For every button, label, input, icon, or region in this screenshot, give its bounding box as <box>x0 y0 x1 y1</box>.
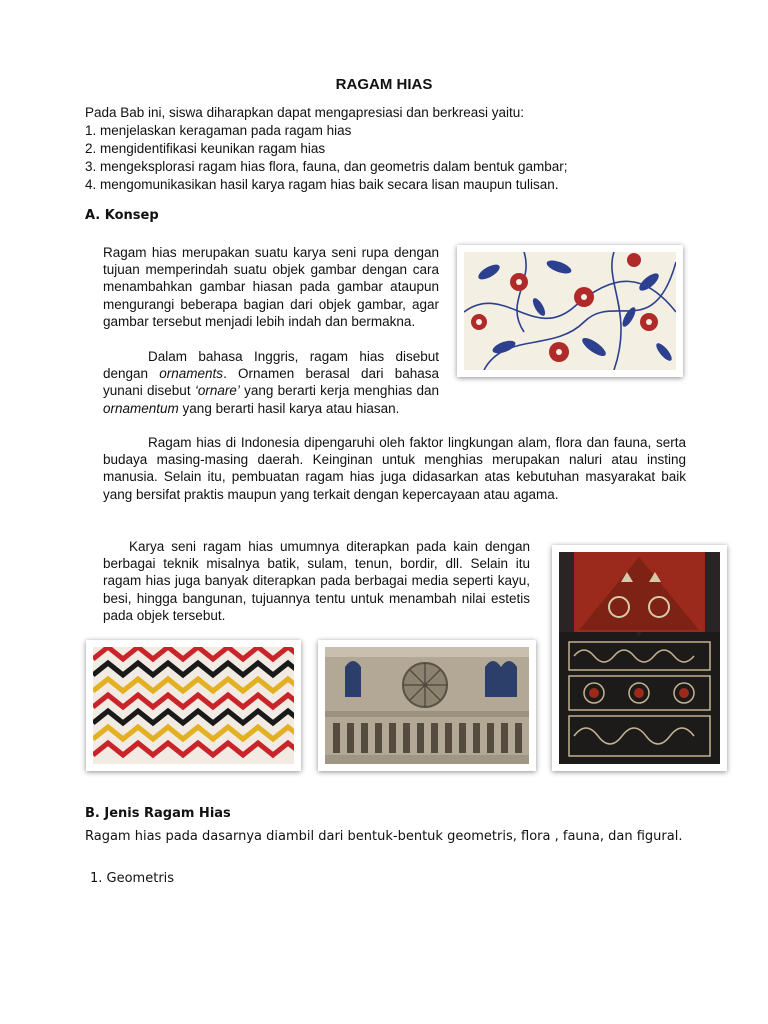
konsep-paragraph-1: Ragam hias merupakan suatu karya seni rupa dengan tujuan memperindah suatu objek gambar dengan cara menambahkan gambar hiasan pada gambar ataupun mengurangi beberapa bagian dari objek gambar, agar gambar tersebut menjadi lebih indah dan bermakna. <box>103 245 439 329</box>
term-ornamentum: ornamentum <box>103 400 179 416</box>
floral-pattern-image <box>464 252 676 370</box>
jenis-paragraph: Ragam hias pada dasarnya diambil dari bentuk-bentuk geometris, flora , fauna, dan figural. <box>85 829 683 844</box>
objective-item: 3. mengeksplorasi ragam hias flora, fauna, dan geometris dalam bentuk gambar; <box>85 159 568 174</box>
konsep-paragraph-2: Dalam bahasa Inggris, ragam hias disebut dengan ornaments. Ornamen berasal dari bahasa yunani disebut ‘ornare’ yang berarti kerja menghias dan ornamentum yang berarti hasil karya atau hiasan. <box>103 349 439 416</box>
intro-lead: Pada Bab ini, siswa diharapkan dapat mengapresiasi dan berkreasi yaitu: <box>85 105 525 120</box>
objective-item: 2. mengidentifikasi keunikan ragam hias <box>85 141 326 156</box>
section-b-heading: B. Jenis Ragam Hias <box>85 806 231 821</box>
cathedral-image <box>325 647 529 764</box>
term-ornare: ‘ornare’ <box>194 383 240 399</box>
objective-item: 4. mengomunikasikan hasil karya ragam hias baik secara lisan maupun tulisan. <box>85 177 559 192</box>
toraja-house-photo <box>552 545 727 771</box>
zigzag-pattern-image <box>93 647 294 764</box>
objective-item: 1. menjelaskan keragaman pada ragam hias <box>85 123 352 138</box>
intro-block <box>85 104 685 194</box>
page-title: RAGAM HIAS <box>335 76 433 93</box>
cathedral-facade-photo <box>318 640 536 771</box>
zigzag-weaving-photo <box>86 640 301 771</box>
list-item-geometris: 1. Geometris <box>90 871 175 886</box>
section-a-heading: A. Konsep <box>85 208 159 223</box>
floral-batik-photo <box>457 245 683 377</box>
term-ornaments: ornaments <box>159 366 224 382</box>
konsep-paragraph-4: Karya seni ragam hias umumnya diterapkan pada kain dengan berbagai teknik misalnya batik, sulam, tenun, bordir, dll. Selain itu ragam hias juga banyak diterapkan pada berbagai media seperti kayu, besi, hingga bangunan, tujuannya tentu untuk menambah nilai estetis pada objek tersebut. <box>103 539 530 623</box>
konsep-paragraph-3: Ragam hias di Indonesia dipengaruhi oleh faktor lingkungan alam, flora dan fauna, serta budaya masing-masing daerah. Keinginan untuk menghias merupakan naluri atau insting manusia. Selain itu, pembuatan ragam hias juga didasarkan atas kebutuhan masyarakat baik yang bersifat praktis maupun yang terkait dengan kepercayaan atau agama. <box>103 435 686 502</box>
toraja-carving-image <box>559 552 720 764</box>
